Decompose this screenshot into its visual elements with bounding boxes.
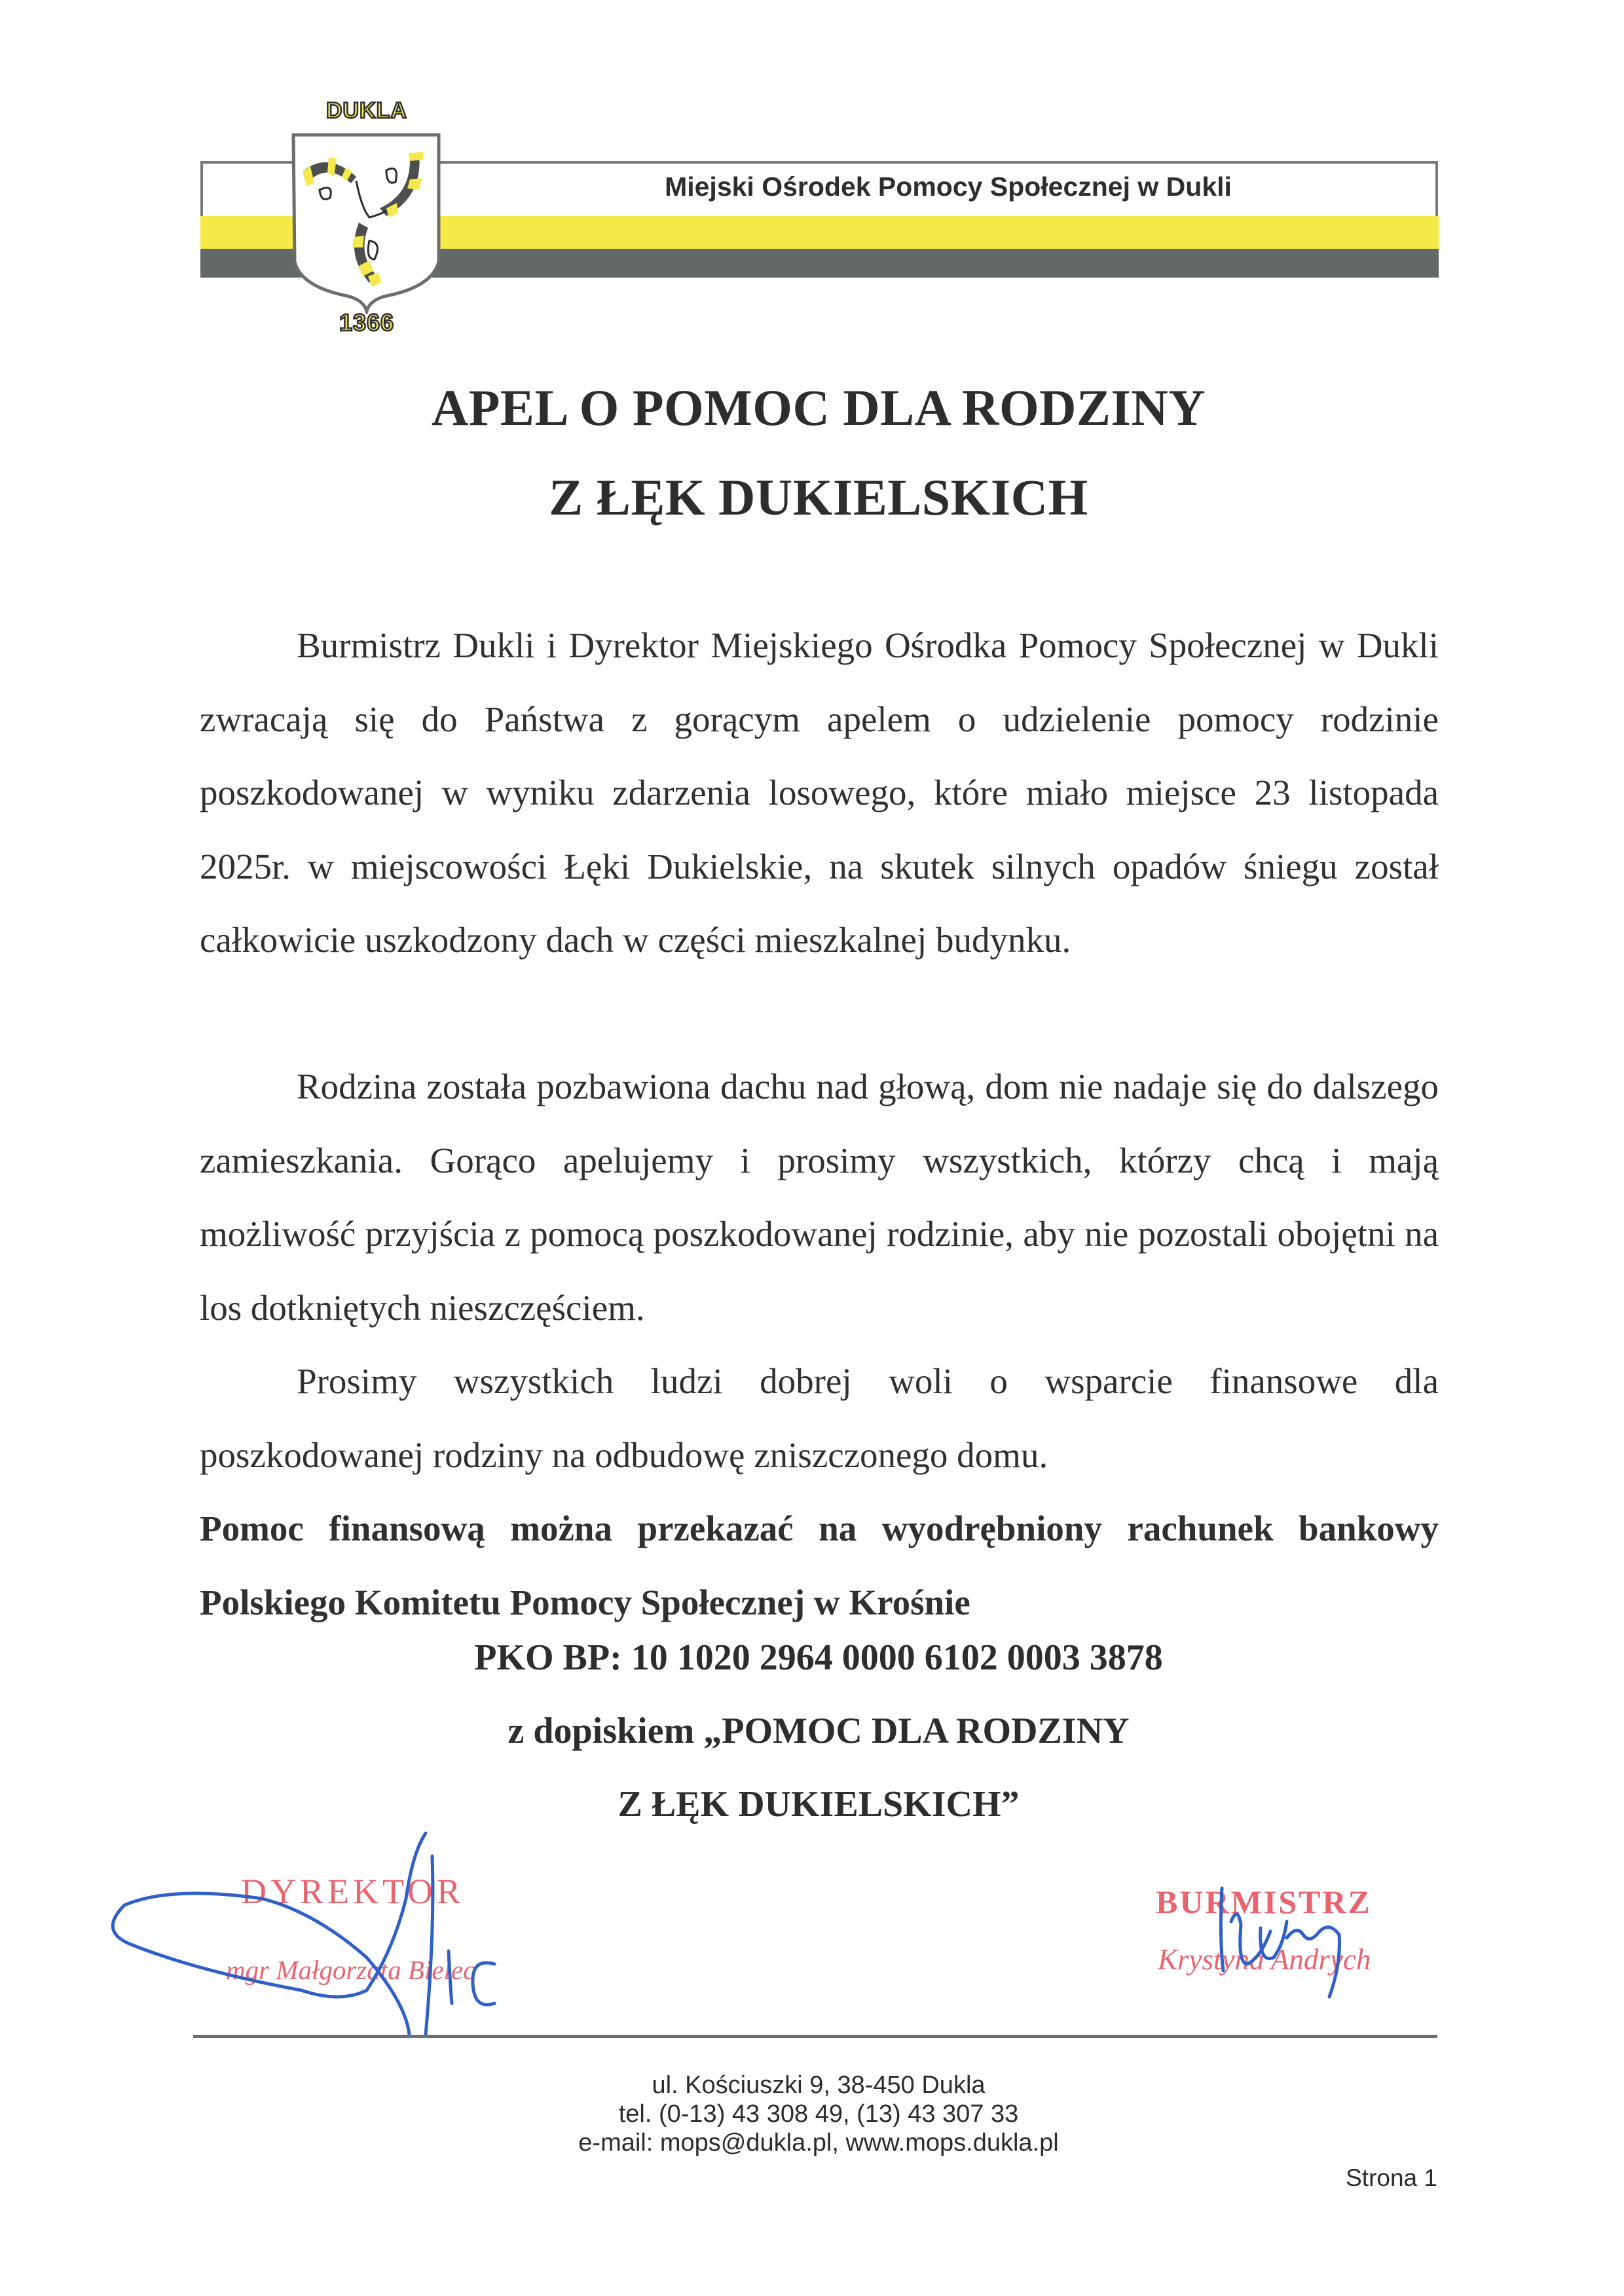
body-paragraph-3 <box>200 1345 1439 1492</box>
page-number: Strona 1 <box>1346 2164 1437 2191</box>
bank-info-text: Pomoc finansową można przekazać na wyodrębniony rachunek bankowy Polskiego Komitetu Pomocy Społecznej w Krośnie <box>200 1508 1439 1622</box>
footer-contact: e-mail: mops@dukla.pl, www.mops.dukla.pl <box>578 2129 1059 2157</box>
paragraph-text: Rodzina została pozbawiona dachu nad głową, dom nie nadaje się do dalszego zamieszkania. Gorąco apelujemy i prosimy wszystkich, którzy chcą i mają możliwość przyjścia z pomocą poszkodowanej rodzinie, aby nie pozostali obojętni na los dotkniętych nieszczęściem. <box>200 1066 1439 1328</box>
director-signature-icon <box>113 1833 426 2035</box>
bank-account-number: PKO BP: 10 1020 2964 0000 6102 0003 3878 <box>474 1637 1163 1678</box>
director-signature-stroke <box>473 1963 494 2005</box>
footer-phone: tel. (0-13) 43 308 49, (13) 43 307 33 <box>618 2100 1019 2128</box>
bank-info-paragraph <box>200 1492 1439 1639</box>
footer-address: ul. Kościuszki 9, 38-450 Dukla <box>652 2071 986 2099</box>
transfer-note-line2: Z ŁĘK DUKIELSKICH” <box>618 1784 1020 1825</box>
document-title-line2: Z ŁĘK DUKIELSKICH <box>549 469 1088 526</box>
mayor-stamp-title: BURMISTRZ <box>1156 1884 1372 1920</box>
institution-name: Miejski Ośrodek Pomocy Społecznej w Dukli <box>665 172 1232 202</box>
transfer-note-line1: z dopiskiem „POMOC DLA RODZINY <box>507 1711 1130 1751</box>
coat-of-arms-icon <box>288 131 445 314</box>
footer-divider <box>193 2035 1437 2038</box>
paragraph-text: Burmistrz Dukli i Dyrektor Miejskiego Ośrodka Pomocy Społecznej w Dukli zwracają się do Państwa z gorącym apelem o udzielenie pomocy rodzinie poszkodowanej w wyniku zdarzenia losowego, które miało miejsce 23 listopada 2025r. w miejscowości Łęki Dukielskie, na skutek silnych opadów śniegu został całkowicie uszkodzony dach w części mieszkalnej budynku. <box>200 625 1439 960</box>
body-paragraph-2 <box>200 1050 1439 1345</box>
director-stamp-name: mgr Małgorzata Bielec <box>226 1955 475 1985</box>
document-title-line1: APEL O POMOC DLA RODZINY <box>431 379 1206 436</box>
mayor-stamp-name: Krystyna Andrych <box>1158 1943 1371 1976</box>
crest-year: 1366 <box>339 309 395 336</box>
paragraph-text: Prosimy wszystkich ludzi dobrej woli o wsparcie finansowe dla poszkodowanej rodziny na odbudowę zniszczonego domu. <box>200 1361 1439 1475</box>
body-paragraph-1 <box>200 609 1439 977</box>
crest-town-name: DUKLA <box>326 98 407 123</box>
director-stamp-title: DYREKTOR <box>241 1872 465 1911</box>
